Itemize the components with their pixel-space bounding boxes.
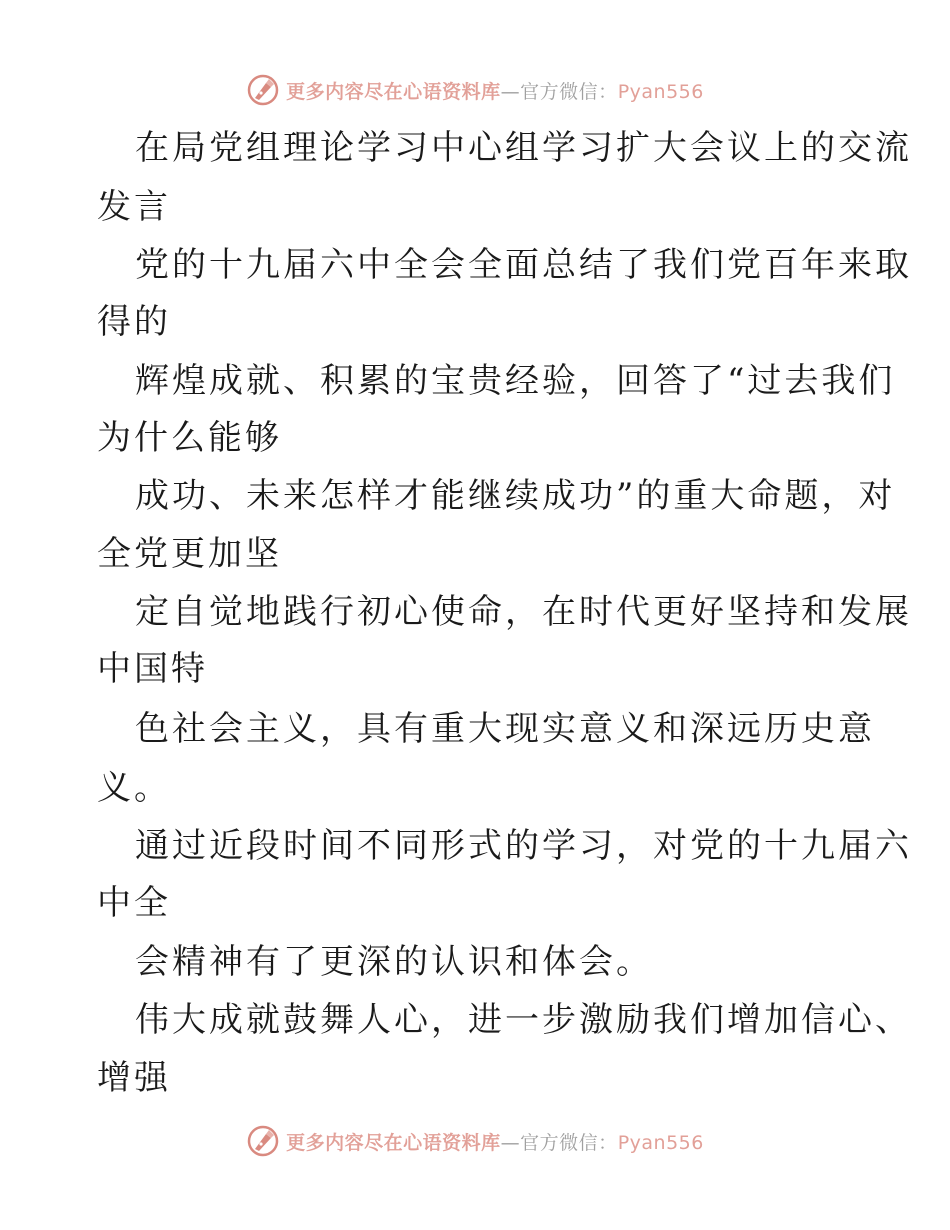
paragraph-line: 成功、未来怎样才能继续成功”的重大命题，对 [135,476,896,516]
paragraph-line: 通过近段时间不同形式的学习，对党的十九届六 [135,826,912,866]
paragraph-line: 会精神有了更深的认识和体会。 [135,942,653,982]
paragraph-line: 党的十九届六中全会全面总结了我们党百年来取 [135,245,912,285]
watermark-separator: —官方微信： [500,1131,618,1154]
paragraph-line: 义。 [97,768,171,808]
paragraph-line: 得的 [97,302,171,342]
paragraph-line: 伟大成就鼓舞人心，进一步激励我们增加信心、 [135,1000,912,1040]
watermark-primary: 更多内容尽在心语资料库 [286,80,501,103]
header-watermark [0,70,950,110]
paragraph-line: 全党更加坚 [97,534,282,574]
title-line-2: 发言 [97,187,171,227]
paragraph-line: 辉煌成就、积累的宝贵经验，回答了“过去我们 [135,361,896,401]
paragraph-line: 为什么能够 [97,418,282,458]
paragraph-line: 色社会主义，具有重大现实意义和深远历史意 [135,709,875,749]
watermark-primary: 更多内容尽在心语资料库 [286,1131,501,1154]
paragraph-line: 中国特 [97,649,208,689]
pen-nib-logo-icon [246,73,280,107]
paragraph-line: 增强 [97,1058,171,1098]
paragraph-line: 定自觉地践行初心使命，在时代更好坚持和发展 [135,592,912,632]
pen-nib-logo-icon [246,1124,280,1158]
watermark-handle: Pyan556 [617,1131,704,1154]
watermark-handle: Pyan556 [617,80,704,103]
title-line-1: 在局党组理论学习中心组学习扩大会议上的交流 [135,128,912,168]
watermark-separator: —官方微信： [500,80,618,103]
paragraph-line: 中全 [97,883,171,923]
footer-watermark [0,1121,950,1161]
